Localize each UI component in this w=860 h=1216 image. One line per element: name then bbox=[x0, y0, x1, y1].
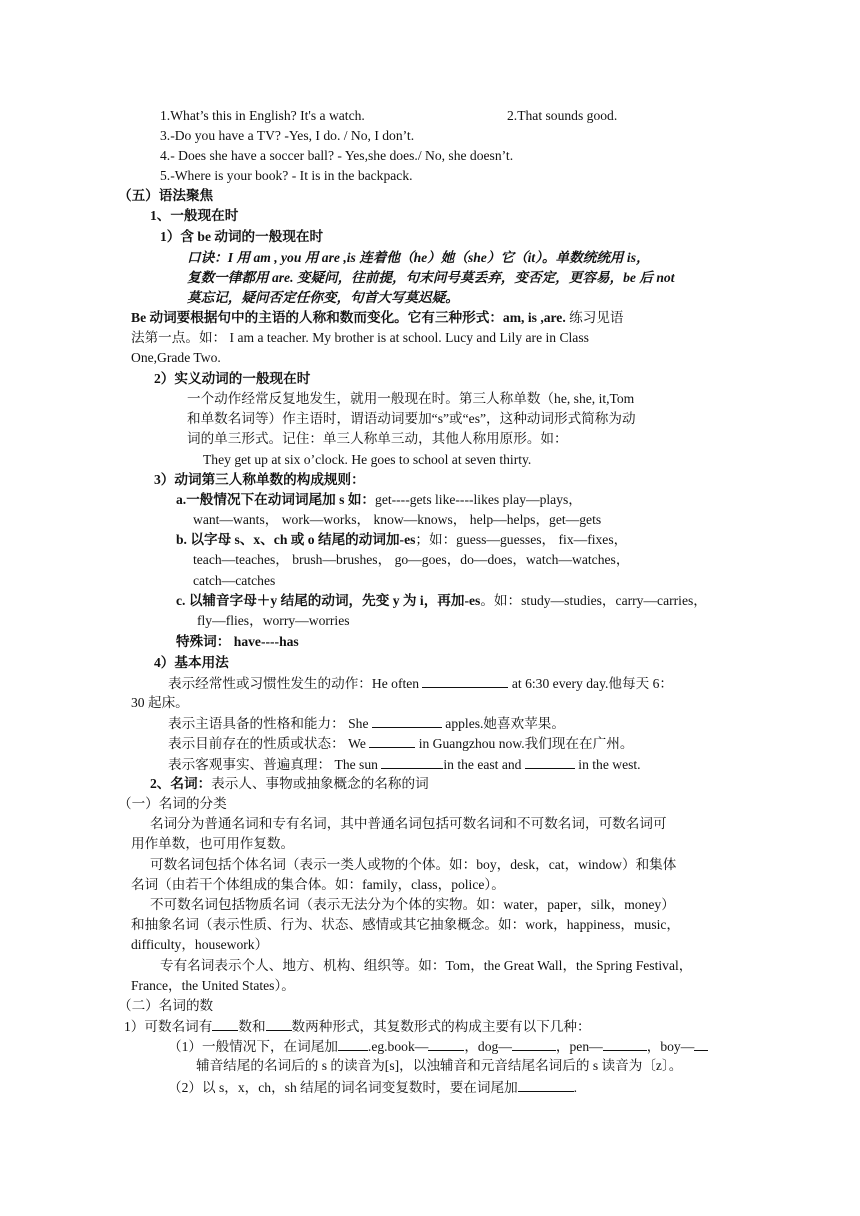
usage-1-text-a: 表示经常性或习惯性发生的动作：He often bbox=[168, 676, 423, 691]
noun-para-3-line-1: 不可数名词包括物质名词（表示无法分为个体的实物。如：water，paper，silk，money） bbox=[150, 897, 675, 912]
usage-line-1 bbox=[168, 673, 673, 694]
rule-c-bold: c. 以辅音字母＋y 结尾的动词，先变 y 为 i，再加-es bbox=[176, 593, 481, 608]
blank-1 bbox=[422, 673, 508, 688]
blank-3 bbox=[369, 733, 415, 748]
example-sentence-5: 5.-Where is your book? - It is in the backpack. bbox=[160, 168, 413, 183]
number-rule-3-a: （2）以 s，x，ch，sh 结尾的词名词变复数时，要在词尾加 bbox=[168, 1080, 518, 1095]
heading-noun-number: （二）名词的数 bbox=[118, 998, 214, 1013]
example-sentence-3: 3.-Do you have a TV? -Yes, I do. / No, I don’t. bbox=[160, 128, 415, 143]
heading-simple-present: 1、一般现在时 bbox=[150, 208, 239, 223]
rhyme-line-2: 复数一律都用 are. 变疑问，往前提，句末问号莫丢弃，变否定，更容易，be 后 not bbox=[187, 270, 675, 285]
usage-3-text-b: in Guangzhou now.我们现在在广州。 bbox=[415, 736, 634, 751]
special-words: 特殊词： have----has bbox=[176, 634, 299, 649]
rule-c-line-1 bbox=[176, 591, 707, 611]
usage-4-text-a: 表示客观事实、普遍真理： The sun bbox=[168, 757, 382, 772]
heading-nouns-bold: 2、名词： bbox=[150, 776, 212, 791]
noun-para-1-line-2: 用作单数，也可用作复数。 bbox=[131, 836, 295, 851]
be-paragraph-line-1 bbox=[131, 308, 624, 328]
blank-5 bbox=[525, 754, 575, 769]
heading-nouns-def: 表示人、事物或抽象概念的名称的词 bbox=[211, 776, 429, 791]
blank-2 bbox=[372, 713, 442, 728]
example-sentence-1: 1.What’s this in English? It's a watch. bbox=[160, 108, 365, 123]
number-rule-1 bbox=[124, 1016, 591, 1037]
number-rule-2-b: .eg.book— bbox=[367, 1039, 429, 1054]
verb-example: They get up at six o’clock. He goes to school at seven thirty. bbox=[203, 452, 532, 467]
usage-2-text-a: 表示主语具备的性格和能力： She bbox=[168, 716, 372, 731]
number-rule-2-e: ，boy— bbox=[646, 1039, 695, 1054]
rule-a-line-2: want—wants， work—works， know—knows， help—helps，get—gets bbox=[193, 512, 602, 527]
blank-4 bbox=[381, 754, 443, 769]
rhyme-line-1: 口诀：I 用 am , you 用 are ,is 连着他（he）她（she）它（it）。单数统统用 is， bbox=[187, 250, 650, 265]
blank-suffix bbox=[338, 1036, 368, 1051]
rule-a-bold: a.一般情况下在动词词尾加 s 如： bbox=[176, 492, 376, 507]
usage-line-2 bbox=[168, 713, 565, 734]
noun-para-4-line-2: France，the United States）。 bbox=[131, 978, 295, 993]
blank-boy bbox=[694, 1036, 708, 1051]
verb-paragraph-line-1: 一个动作经常反复地发生，就用一般现在时。第三人称单数（he, she, it,Tom bbox=[187, 391, 635, 406]
number-rule-2-a: （1）一般情况下，在词尾加 bbox=[168, 1039, 338, 1054]
blank-es bbox=[518, 1077, 574, 1092]
usage-4-text-c: in the west. bbox=[574, 757, 641, 772]
rule-c-line-2: fly—flies，worry—worries bbox=[197, 613, 350, 628]
verb-paragraph-line-2: 和单数名词等）作主语时，谓语动词要加“s”或“es”，这种动词形式简称为动 bbox=[187, 411, 636, 426]
be-paragraph-line-3: One,Grade Two. bbox=[131, 350, 221, 365]
blank-singular bbox=[212, 1016, 238, 1031]
heading-be-verb: 1）含 be 动词的一般现在时 bbox=[160, 229, 324, 244]
number-rule-1-a: 1）可数名词有 bbox=[124, 1019, 213, 1034]
number-rule-2-pronunciation: 辅音结尾的名词后的 s 的读音为[s]，以浊辅音和元音结尾名词后的 s 读音为〔z〕。 bbox=[196, 1058, 683, 1073]
number-rule-2-c: ，dog— bbox=[464, 1039, 512, 1054]
usage-3-text-a: 表示目前存在的性质或状态： We bbox=[168, 736, 370, 751]
rule-b-examples: ；如：guess—guesses， fix—fixes， bbox=[415, 532, 628, 547]
usage-line-1-cont: 30 起床。 bbox=[131, 695, 189, 710]
rule-b-line-2: teach—teaches， brush—brushes， go—goes，do—does，watch—watches， bbox=[193, 552, 630, 567]
number-rule-2-d: ，pen— bbox=[555, 1039, 603, 1054]
rule-b-line-3: catch—catches bbox=[193, 573, 276, 588]
noun-para-2-line-1: 可数名词包括个体名词（表示一类人或物的个体。如：boy，desk，cat，window）和集体 bbox=[150, 857, 677, 872]
number-rule-2 bbox=[168, 1036, 708, 1057]
rhyme-line-3: 莫忘记，疑问否定任你变，句首大写莫迟疑。 bbox=[187, 290, 459, 305]
usage-line-3 bbox=[168, 733, 633, 754]
noun-para-2-line-2: 名词（由若干个体组成的集合体。如：family，class，police）。 bbox=[131, 877, 505, 892]
usage-line-4 bbox=[168, 754, 641, 775]
verb-paragraph-line-3: 词的单三形式。记住：单三人称单三动，其他人称用原形。如： bbox=[187, 431, 568, 446]
heading-action-verb: 2）实义动词的一般现在时 bbox=[154, 371, 311, 386]
usage-2-text-b: apples.她喜欢苹果。 bbox=[441, 716, 565, 731]
usage-4-text-b: in the east and bbox=[443, 757, 525, 772]
usage-1-text-b: at 6:30 every day.他每天 6： bbox=[508, 676, 673, 691]
be-rule-rest: 练习见语 bbox=[565, 310, 624, 325]
noun-para-3-line-3: difficulty，housework） bbox=[131, 937, 269, 952]
rule-c-examples: 。如：study—studies，carry—carries， bbox=[480, 593, 707, 608]
heading-nouns bbox=[150, 774, 429, 794]
number-rule-3 bbox=[168, 1077, 577, 1098]
be-paragraph-line-2: 法第一点。如： I am a teacher. My brother is at school. Lucy and Lily are in Class bbox=[131, 330, 589, 345]
rule-a-line-1 bbox=[176, 490, 582, 510]
section-heading-grammar: （五）语法聚焦 bbox=[118, 188, 214, 203]
noun-para-3-line-2: 和抽象名词（表示性质、行为、状态、感情或其它抽象概念。如：work，happiness，music， bbox=[131, 917, 681, 932]
example-sentence-2: 2.That sounds good. bbox=[507, 108, 618, 123]
blank-book bbox=[428, 1036, 464, 1051]
rule-a-examples: get----gets like----likes play—plays， bbox=[375, 492, 582, 507]
heading-noun-categories: （一）名词的分类 bbox=[118, 796, 227, 811]
heading-third-person-rules: 3）动词第三人称单数的构成规则： bbox=[154, 472, 365, 487]
rule-b-bold: b. 以字母 s、x、ch 或 o 结尾的动词加-es bbox=[176, 532, 416, 547]
blank-plural bbox=[266, 1016, 292, 1031]
example-sentence-4: 4.- Does she have a soccer ball? - Yes,she does./ No, she doesn’t. bbox=[160, 148, 514, 163]
number-rule-3-b: . bbox=[573, 1080, 578, 1095]
noun-para-4-line-1: 专有名词表示个人、地方、机构、组织等。如：Tom，the Great Wall，the Spring Festival， bbox=[160, 958, 693, 973]
noun-para-1-line-1: 名词分为普通名词和专有名词，其中普通名词包括可数名词和不可数名词，可数名词可 bbox=[150, 816, 667, 831]
blank-dog bbox=[512, 1036, 556, 1051]
number-rule-1-c: 数两种形式，其复数形式的构成主要有以下几种： bbox=[291, 1019, 591, 1034]
heading-basic-usage: 4）基本用法 bbox=[154, 655, 229, 670]
blank-pen bbox=[603, 1036, 647, 1051]
number-rule-1-b: 数和 bbox=[238, 1019, 266, 1034]
rule-b-line-1 bbox=[176, 530, 627, 550]
be-rule-bold: Be 动词要根据句中的主语的人称和数而变化。它有三种形式：am, is ,are. bbox=[131, 310, 566, 325]
